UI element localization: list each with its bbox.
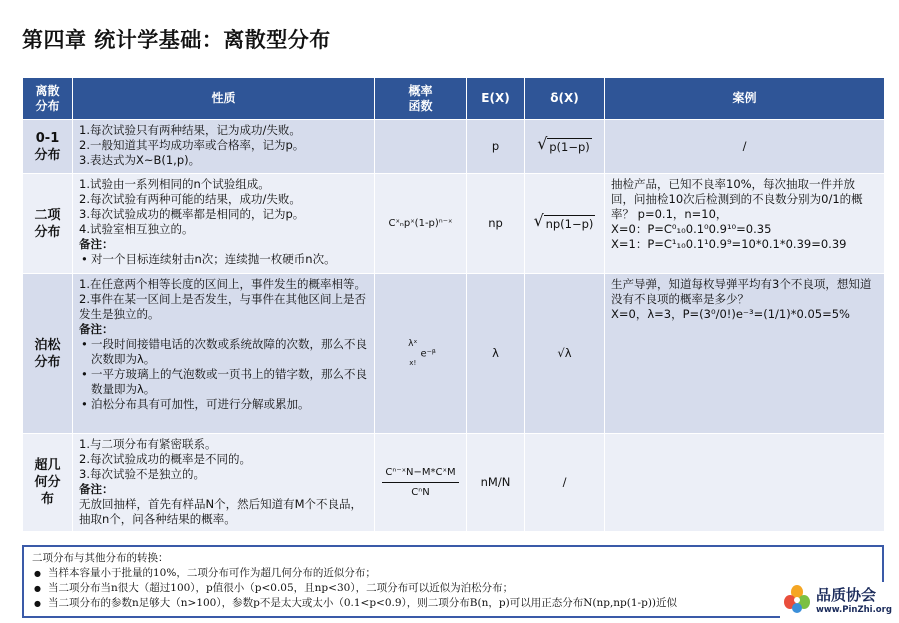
table-row <box>23 274 885 434</box>
row-props <box>73 274 375 434</box>
prop-line: 3.每次试验不是独立的。 <box>79 467 205 481</box>
row-dx <box>525 174 605 274</box>
prop-line: 2.每次试验有两种可能的结果，成功/失败。 <box>79 192 301 206</box>
row-ex: np <box>467 174 525 274</box>
prop-line: 1.在任意两个相等长度的区间上，事件发生的概率相等。 <box>79 277 366 291</box>
row-case <box>605 174 885 274</box>
row-case: / <box>605 120 885 174</box>
header-case: 案例 <box>605 78 885 120</box>
header-props: 性质 <box>73 78 375 120</box>
prop-line: 3.表达式为X~B(1,p)。 <box>79 153 201 167</box>
note-bullet: • 泊松分布具有可加性，可进行分解或累加。 <box>79 397 368 412</box>
note-bullet: • 一平方玻璃上的气泡数或一页书上的错字数，那么不良数量即为λ。 <box>79 367 368 397</box>
note-bullet: • 一段时间接错电话的次数或系统故障的次数，那么不良次数即为λ。 <box>79 337 368 367</box>
prop-line: 2.一般知道其平均成功率或合格率，记为p。 <box>79 138 305 152</box>
row-dx <box>525 120 605 174</box>
pinzhi-logo <box>780 582 892 620</box>
logo-url: www.PinZhi.org <box>816 605 892 615</box>
pmf-fraction: $\frac{\text{Cⁿ⁻ˣN−M*CˣM}}{\text{CⁿN}}$ <box>382 465 458 500</box>
table-row <box>23 174 885 274</box>
header-ex: E(X) <box>467 78 525 120</box>
row-props <box>73 434 375 532</box>
row-name: 超几何分布 <box>23 434 73 532</box>
conversion-note-box <box>22 545 884 618</box>
note-item: ● 当样本容量小于批量的10%，二项分布可作为超几何分布的近似分布； <box>32 566 874 581</box>
prop-line: 1.试验由一系列相同的n个试验组成。 <box>79 177 270 191</box>
row-pmf <box>375 120 467 174</box>
note-bullet: • 对一个目标连续射击n次；连续抛一枚硬币n次。 <box>79 252 368 267</box>
row-dx: √λ <box>525 274 605 434</box>
note-label: 备注： <box>79 322 114 336</box>
case-line: X=0，λ=3，P=(3⁰/0!)e⁻³=(1/1)*0.05=5% <box>611 307 850 321</box>
note-label: 备注： <box>79 237 114 251</box>
prop-line: 2.每次试验成功的概率是不同的。 <box>79 452 251 466</box>
row-case <box>605 434 885 532</box>
row-name: 泊松分布 <box>23 274 73 434</box>
row-case <box>605 274 885 434</box>
row-props <box>73 120 375 174</box>
sqrt-symbol: √ p(1−p) <box>537 134 590 154</box>
case-line: X=0：P=C⁰₁₀0.1⁰0.9¹⁰=0.35 <box>611 222 772 236</box>
note-heading: 二项分布与其他分布的转换： <box>32 552 169 564</box>
note-text: 无放回抽样，首先有样品N个，然后知道有M个不良品，抽取n个，问各种结果的概率。 <box>79 497 363 526</box>
header-dx: δ(X) <box>525 78 605 120</box>
flower-logo-icon <box>782 584 812 614</box>
row-name: 二项分布 <box>23 174 73 274</box>
row-ex: nM/N <box>467 434 525 532</box>
prop-line: 1.每次试验只有两种结果，记为成功/失败。 <box>79 123 301 137</box>
row-ex: p <box>467 120 525 174</box>
table-row <box>23 434 885 532</box>
note-item: ● 当二项分布的参数n足够大（n>100），参数p不是太大或太小（0.1<p<0.9），则二项分布B(n，p)可以用正态分布N(np,np(1-p))近似 <box>32 596 792 611</box>
row-dx: / <box>525 434 605 532</box>
header-dist: 离散分布 <box>23 78 73 120</box>
table-header-row <box>23 78 885 120</box>
sqrt-symbol: √ np(1−p) <box>533 211 594 231</box>
prop-line: 2.事件在某一区间上是否发生，与事件在其他区间上是否发生是独立的。 <box>79 292 366 321</box>
prop-line: 3.每次试验成功的概率都是相同的，记为p。 <box>79 207 305 221</box>
note-item: ● 当二项分布当n很大（超过100），p值很小（p<0.05，且np<30），二项分布可以近似为泊松分布； <box>32 581 874 596</box>
note-label: 备注： <box>79 482 114 496</box>
table-row <box>23 120 885 174</box>
logo-name: 品质协会 <box>816 586 877 604</box>
distribution-table <box>22 77 885 532</box>
case-line: X=1：P=C¹₁₀0.1¹0.9⁹=10*0.1*0.39=0.39 <box>611 237 847 251</box>
row-pmf <box>375 434 467 532</box>
row-pmf: Cˣₙpˣ(1-p)ⁿ⁻ˣ <box>375 174 467 274</box>
prop-line: 4.试验室相互独立的。 <box>79 222 194 236</box>
header-pmf: 概率函数 <box>375 78 467 120</box>
prop-line: 1.与二项分布有紧密联系。 <box>79 437 217 451</box>
row-name: 0-1分布 <box>23 120 73 174</box>
row-pmf: λˣ x! e⁻ᵝ <box>375 274 467 434</box>
row-props <box>73 174 375 274</box>
case-line: 抽检产品，已知不良率10%，每次抽取一件并放回，问抽检10次后检测到的不良数分别为0/1的概率？ p=0.1，n=10， <box>611 177 863 221</box>
row-ex: λ <box>467 274 525 434</box>
pmf-fraction: λˣ x! <box>408 338 418 367</box>
page-title: 第四章 统计学基础：离散型分布 <box>22 28 331 52</box>
case-line: 生产导弹，知道每枚导弹平均有3个不良项，想知道没有不良项的概率是多少？ <box>611 277 872 306</box>
